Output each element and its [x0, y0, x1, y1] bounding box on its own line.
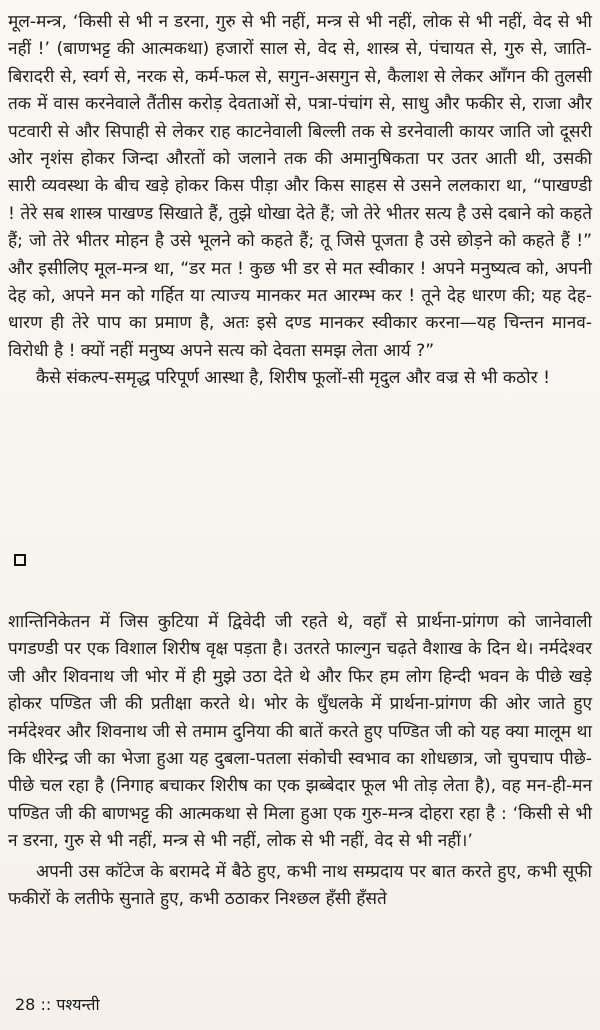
main-text-block [8, 9, 592, 393]
main-text-block-lower [8, 609, 592, 913]
paragraph-4: अपनी उस कॉटेज के बरामदे में बैठे हुए, कभी नाथ सम्प्रदाय पर बात करते हुए, कभी सूफी फकीरों के लतीफे सुनाते हुए, कभी ठठाकर निश्छल हँसी हँसते [8, 861, 592, 910]
paragraph-2: कैसे संकल्प-समृद्ध परिपूर्ण आस्था है, शिरीष फूलों-सी मृदुल और वज्र से भी कठोर ! [36, 368, 550, 389]
section-break-square [14, 554, 26, 566]
paragraph-1: मूल-मन्त्र, ‘किसी से भी न डरना, गुरु से भी नहीं, मन्त्र से भी नहीं, लोक से भी नहीं, वेद से भी नहीं !’ (बाणभट्ट की आत्मकथा) हजारों साल से, वेद से, शास्त्र से, पंचायत से, गुरु से, जाति-बिरादरी से, स्वर्ग से, नरक से, कर्म-फल से, सगुन-असगुन से, कैलाश से लेकर आँगन की तुलसी तक में वास करनेवाले तैंतीस करोड़ देवताओं से, पत्रा-पंचांग से, साधु और फकीर से, राजा और पटवारी से और सिपाही से लेकर राह काटनेवाली बिल्ली तक से डरनेवाली कायर जाति जो दूसरी ओर नृशंस होकर जिन्दा औरतों को जलाने तक की अमानुषिकता पर उतर आती थी, उसकी सारी व्यवस्था के बीच खड़े होकर किस पीड़ा और किस साहस से उसने ललकारा था, “पाखण्डी ! तेरे सब शास्त्र पाखण्ड सिखाते हैं, तुझे धोखा देते हैं; जो तेरे भीतर सत्य है उसे दबाने को कहते हैं; जो तेरे भीतर मोहन है उसे भूलने को कहते हैं; तू जिसे पूजता है उसे छोड़ने को कहते हैं !” और इसीलिए मूल-मन्त्र था, “डर मत ! कुछ भी डर से मत स्वीकार ! अपने मनुष्यत्व को, अपनी देह को, अपने मन को गर्हित या त्याज्य मानकर मत आरम्भ कर ! तूने देह धारण की; यह देह-धारण ही तेरे पाप का प्रमाण है, अतः इसे दण्ड मानकर स्वीकार करना—यह चिन्तन मानव-विरोधी है ! क्यों नहीं मनुष्य अपने सत्य को देवता समझ लेता आर्य ?” [8, 12, 592, 361]
paragraph-3: शान्तिनिकेतन में जिस कुटिया में द्विवेदी जी रहते थे, वहाँ से प्रार्थना-प्रांगण को जानेवाली पगडण्डी पर एक विशाल शिरीष वृक्ष पड़ता है। उतरते फाल्गुन चढ़ते वैशाख के दिन थे। नर्मदेश्वर जी और शिवनाथ जी भोर में ही मुझे उठा देते थे और फिर हम लोग हिन्दी भवन के पीछे खड़े होकर पण्डित जी की प्रतीक्षा करते थे। भोर के धुँधलके में प्रार्थना-प्रांगण की ओर जाते हुए नर्मदेश्वर और शिवनाथ जी से तमाम दुनिया की बातें करते हुए पण्डित जी को यह क्या मालूम था कि धीरेन्द्र जी का भेजा हुआ यह दुबला-पतला संकोची स्वभाव का शोधछात्र, जो चुपचाप पीछे-पीछे चल रहा है (निगाह बचाकर शिरीष का एक झब्बेदार फूल भी तोड़ लेता है), वह मन-ही-मन पण्डित जी की बाणभट्ट की आत्मकथा से मिला हुआ एक गुरु-मन्त्र दोहरा रहा है : ‘किसी से भी न डरना, गुरु से भी नहीं, मन्त्र से भी नहीं, लोक से भी नहीं, वेद से भी नहीं।’ [8, 612, 592, 852]
page-footer: 28 :: पश्यन्ती [15, 995, 100, 1014]
